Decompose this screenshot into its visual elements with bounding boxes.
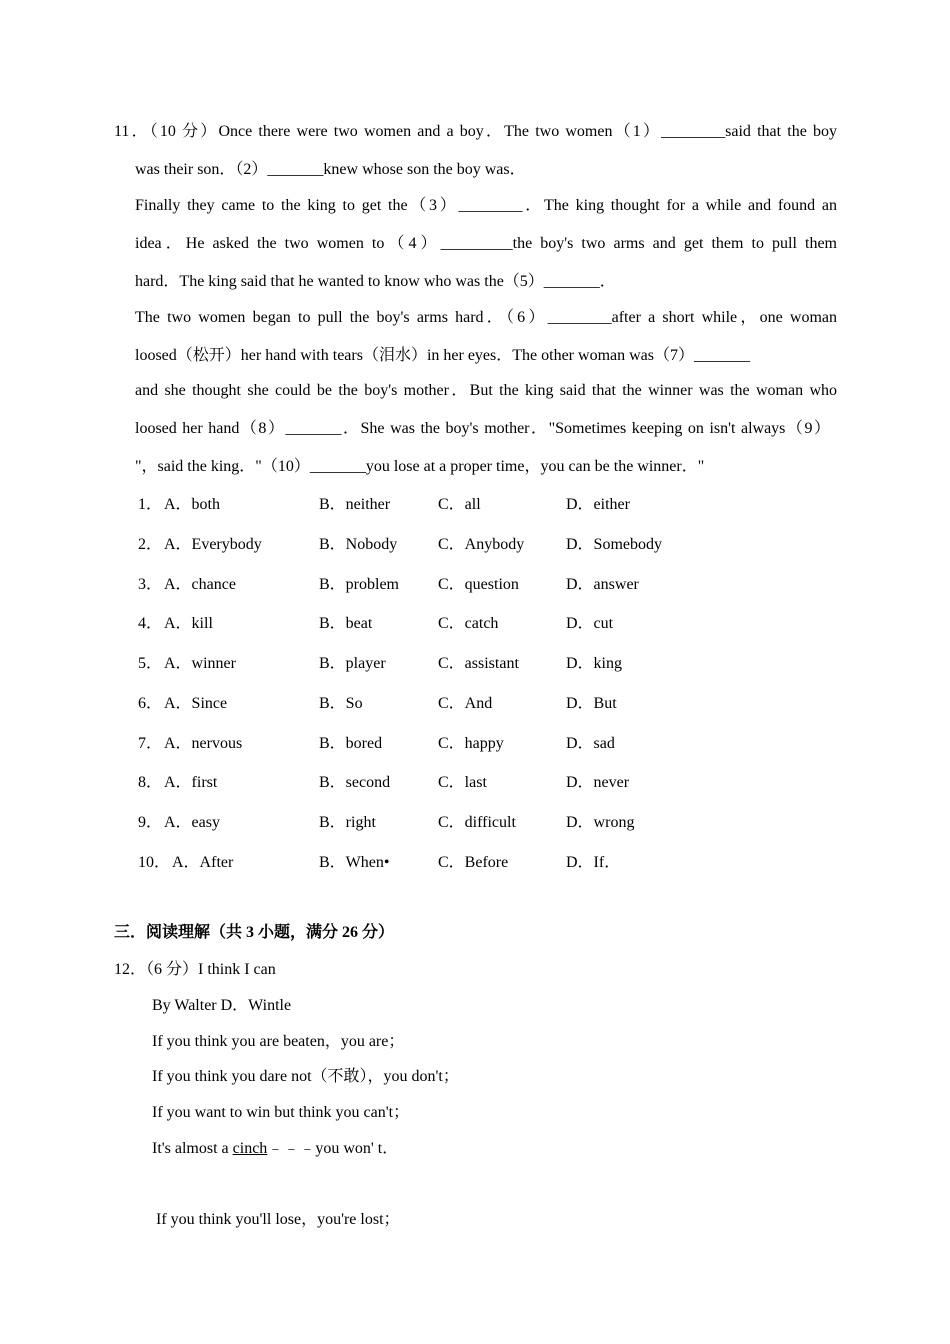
option-d: D．king	[566, 655, 623, 672]
option-number: 7．	[138, 735, 163, 752]
option-row	[0, 571, 950, 595]
option-c: C．question	[438, 576, 519, 593]
poem-text: It's almost a	[152, 1140, 233, 1157]
q11-line-3: Finally they came to the king to get the（3）________．The king thought for a while and found an	[135, 197, 837, 214]
option-d: D．sad	[566, 735, 615, 752]
option-number: 1．	[138, 496, 163, 513]
option-b: B．So	[319, 695, 363, 712]
option-a: A．first	[164, 774, 218, 791]
option-d: D．But	[566, 695, 617, 712]
option-number: 2．	[138, 536, 163, 553]
option-b: B．second	[319, 774, 391, 791]
option-c: C．Before	[438, 854, 509, 871]
option-a: A．kill	[164, 615, 213, 632]
option-row	[0, 849, 950, 873]
option-c: C．And	[438, 695, 493, 712]
option-a: A．Since	[164, 695, 228, 712]
q12-header: 12．（6 分）I think I can	[114, 961, 276, 978]
option-row	[0, 769, 950, 793]
option-d: D．If．	[566, 854, 621, 871]
option-number: 3．	[138, 576, 163, 593]
option-c: C．difficult	[438, 814, 516, 831]
option-b: B．beat	[319, 615, 373, 632]
option-b: B．player	[319, 655, 386, 672]
option-b: B．right	[319, 814, 376, 831]
poem-author: By Walter D．Wintle	[152, 997, 292, 1014]
option-row	[0, 491, 950, 515]
option-d: D．answer	[566, 576, 639, 593]
option-a: A．After	[172, 854, 234, 871]
option-d: D．wrong	[566, 814, 635, 831]
option-a: A．Everybody	[164, 536, 262, 553]
option-c: C．assistant	[438, 655, 519, 672]
option-row	[0, 531, 950, 555]
option-a: A．nervous	[164, 735, 243, 752]
option-number: 10．	[138, 854, 171, 871]
option-number: 5．	[138, 655, 163, 672]
option-c: C．happy	[438, 735, 504, 752]
option-b: B．neither	[319, 496, 391, 513]
option-row	[0, 690, 950, 714]
q11-line-8: and she thought she could be the boy's mother．But the king said that the winner was the woman who	[135, 382, 837, 399]
option-number: 4．	[138, 615, 163, 632]
underlined-word: cinch	[232, 1140, 268, 1157]
section-title: 三．阅读理解（共 3 小题，满分 26 分）	[114, 924, 395, 941]
option-row	[0, 730, 950, 754]
option-a: A．both	[164, 496, 221, 513]
option-d: D．cut	[566, 615, 614, 632]
option-number: 6．	[138, 695, 163, 712]
option-row	[0, 650, 950, 674]
option-c: C．last	[438, 774, 487, 791]
poem-line: If you think you are beaten，you are；	[152, 1033, 405, 1050]
option-a: A．winner	[164, 655, 236, 672]
poem-line: If you want to win but think you can't；	[152, 1104, 410, 1121]
q11-line-9: loosed her hand（8）_______．She was the boy's mother．"Sometimes keeping on isn't always（9）	[135, 420, 830, 437]
option-row	[0, 610, 950, 634]
option-b: B．bored	[319, 735, 383, 752]
q11-line-2: was their son．（2）_______knew whose son the boy was．	[135, 161, 526, 178]
option-b: B．When•	[319, 854, 390, 871]
poem-line: If you think you dare not（不敢），you don't；	[152, 1068, 459, 1085]
option-a: A．chance	[164, 576, 236, 593]
option-b: B．Nobody	[319, 536, 398, 553]
option-row	[0, 809, 950, 833]
option-number: 9．	[138, 814, 163, 831]
poem-text: ﹣﹣﹣you won' t．	[267, 1140, 399, 1157]
option-c: C．catch	[438, 615, 499, 632]
poem-line: If you think you'll lose，you're lost；	[156, 1211, 400, 1228]
option-c: C．Anybody	[438, 536, 525, 553]
q11-line-7: loosed（松开）her hand with tears（泪水）in her eyes．The other woman was（7）_______	[135, 347, 750, 364]
option-d: D．never	[566, 774, 630, 791]
option-c: C．all	[438, 496, 481, 513]
option-a: A．easy	[164, 814, 220, 831]
option-d: D．either	[566, 496, 630, 513]
poem-line-cinch	[152, 1135, 398, 1158]
q11-line-6: The two women began to pull the boy's arms hard．（6）________after a short while，one woman	[135, 309, 837, 326]
option-b: B．problem	[319, 576, 399, 593]
q11-line-4: idea．He asked the two women to（4）_________the boy's two arms and get them to pull them	[135, 235, 837, 252]
q11-line-5: hard．The king said that he wanted to know who was the（5）_______．	[135, 273, 616, 290]
option-d: D．Somebody	[566, 536, 663, 553]
q11-line-1: 11．（10 分）Once there were two women and a boy．The two women（1）________said that the boy	[114, 123, 837, 140]
option-number: 8．	[138, 774, 163, 791]
q11-line-10: "，said the king．"（10）_______you lose at a proper time，you can be the winner．"	[135, 458, 705, 475]
